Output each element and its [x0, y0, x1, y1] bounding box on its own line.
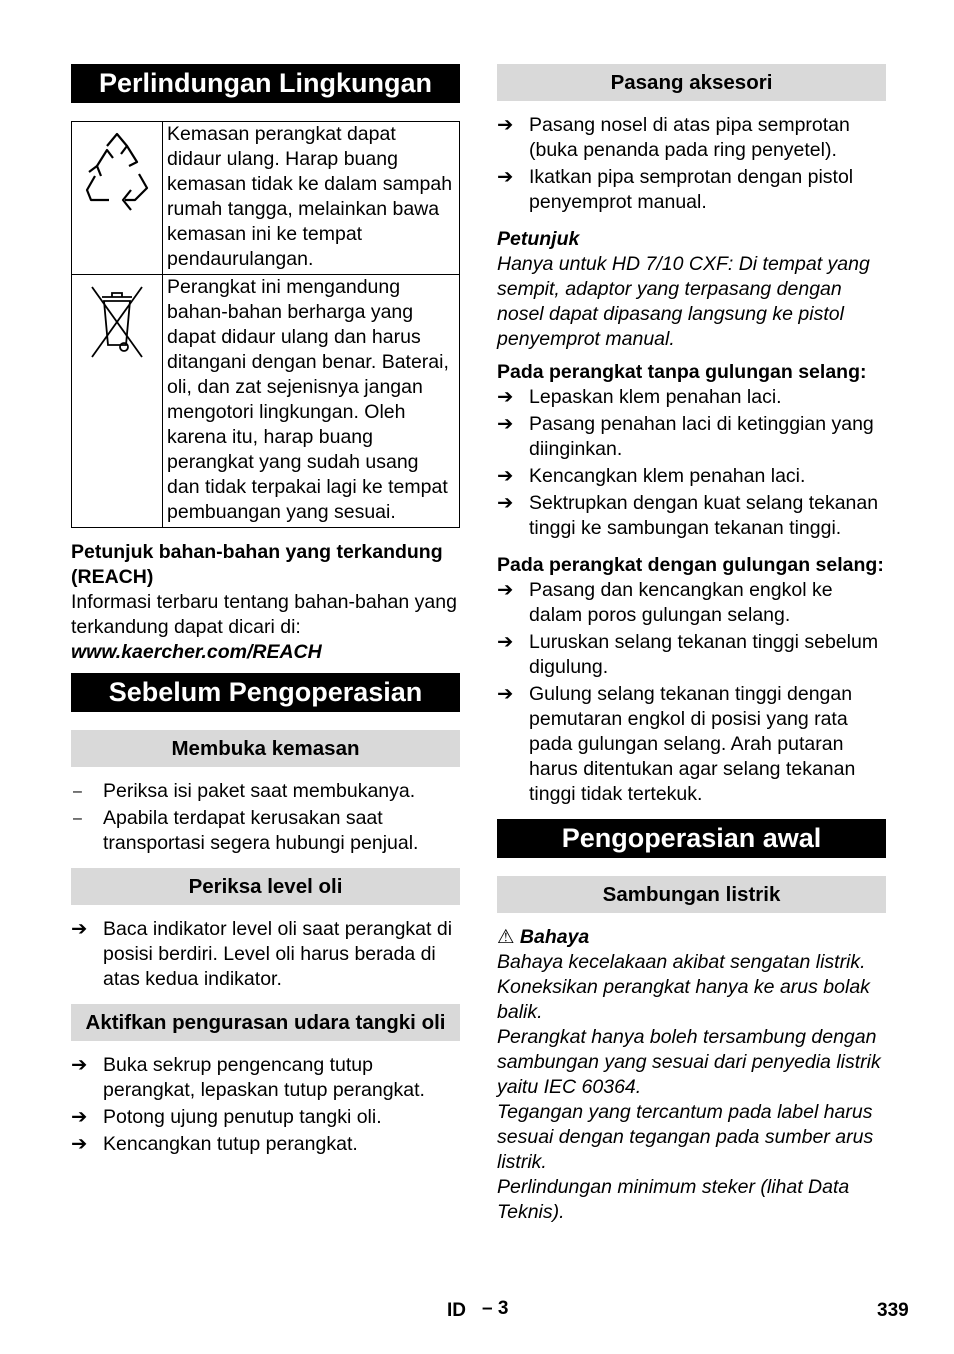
list-item: – Periksa isi paket saat membukanya. [73, 780, 416, 802]
no-reel-heading: Pada perangkat tanpa gulungan selang: [497, 361, 867, 383]
oil-list [71, 917, 460, 992]
list-item: ➔ Gulung selang tekanan tinggi dengan pemutaran engkol di posisi yang rata pada gulungan selang. Arah putaran harus ditentukan agar selang tekanan tinggi tidak tertekuk. [497, 683, 856, 805]
left-column [71, 64, 460, 1169]
arrow-right-icon: ➔ [71, 918, 88, 940]
env-row-bin [72, 275, 460, 528]
danger-line: Bahaya kecelakaan akibat sengatan listrik. [497, 951, 866, 973]
arrow-right-icon: ➔ [71, 1133, 88, 1155]
env-row-bin-text: Perangkat ini mengandung bahan-bahan berharga yang dapat didaur ulang dan harus ditangani dengan benar. Baterai, oli, dan zat sejenisnya jangan mengotori lingkungan. Oleh karena itu, harap buang perangkat yang sudah usang dan tidak terpakai lagi ke tempat pembuangan yang sesuai. [163, 275, 460, 528]
footer-local-page: – 3 [482, 1298, 509, 1319]
arrow-right-icon: ➔ [497, 631, 514, 653]
danger-label-row [497, 925, 886, 950]
reach-heading: Petunjuk bahan-bahan yang terkandung (REACH) [71, 541, 443, 588]
list-item: ➔ Pasang dan kencangkan engkol ke dalam poros gulungan selang. [497, 579, 833, 626]
arrow-right-icon: ➔ [497, 492, 514, 514]
reel-list [497, 578, 886, 807]
list-item: ➔ Baca indikator level oli saat perangkat di posisi berdiri. Level oli harus berada di atas kedua indikator. [71, 918, 453, 990]
env-row-recycle-text: Kemasan perangkat dapat didaur ulang. Harap buang kemasan tidak ke dalam sampah rumah tangga, melainkan bawa kemasan ini ke tempat pendaurulangan. [163, 122, 460, 275]
oil-level-heading: Periksa level oli [71, 868, 460, 905]
arrow-right-icon: ➔ [497, 579, 514, 601]
accessory-list [497, 113, 886, 215]
footer-page-number: 339 [877, 1300, 909, 1321]
list-item: ➔ Kencangkan klem penahan laci. [497, 465, 806, 487]
arrow-right-icon: ➔ [497, 683, 514, 705]
dash-bullet-icon: – [73, 783, 82, 800]
recycle-icon [79, 128, 155, 218]
note-text: Hanya untuk HD 7/10 CXF: Di tempat yang sempit, adaptor yang terpasang dengan nosel dapat dipasang langsung ke pistol penyemprot manual. [497, 253, 870, 350]
list-item: – Apabila terdapat kerusakan saat transportasi segera hubungi penjual. [73, 807, 419, 854]
no-reel-list [497, 385, 886, 541]
arrow-right-icon: ➔ [497, 114, 514, 136]
arrow-right-icon: ➔ [71, 1106, 88, 1128]
list-item: ➔ Kencangkan tutup perangkat. [71, 1133, 358, 1155]
vent-heading: Aktifkan pengurasan udara tangki oli [71, 1004, 460, 1041]
before-operation-heading: Sebelum Pengoperasian [71, 673, 460, 712]
arrow-right-icon: ➔ [497, 413, 514, 435]
bin-icon-cell [72, 275, 163, 528]
unpack-list [71, 779, 460, 856]
list-item: ➔ Ikatkan pipa semprotan dengan pistol penyemprot manual. [497, 166, 854, 213]
power-connection-heading: Sambungan listrik [497, 876, 886, 913]
env-row-recycle [72, 122, 460, 275]
dash-bullet-icon: – [73, 810, 82, 827]
danger-line: Koneksikan perangkat hanya ke arus bolak balik. [497, 976, 870, 1023]
crossed-bin-icon [82, 281, 152, 361]
arrow-right-icon: ➔ [71, 1054, 88, 1076]
danger-line: Tegangan yang tercantum pada label harus sesuai dengan tegangan pada sumber arus listrik. [497, 1101, 874, 1173]
arrow-right-icon: ➔ [497, 166, 514, 188]
recycle-icon-cell [72, 122, 163, 275]
startup-heading: Pengoperasian awal [497, 819, 886, 858]
list-item: ➔ Luruskan selang tekanan tinggi sebelum digulung. [497, 631, 879, 678]
list-item: ➔ Buka sekrup pengencang tutup perangkat, lepaskan tutup perangkat. [71, 1054, 425, 1101]
arrow-right-icon: ➔ [497, 386, 514, 408]
arrow-right-icon: ➔ [497, 465, 514, 487]
danger-line: Perlindungan minimum steker (lihat Data Teknis). [497, 1176, 850, 1223]
reel-heading: Pada perangkat dengan gulungan selang: [497, 554, 884, 576]
right-column [497, 64, 886, 1225]
unpack-heading: Membuka kemasan [71, 730, 460, 767]
footer-language: ID [447, 1300, 466, 1321]
danger-label: Bahaya [519, 926, 590, 948]
env-heading: Perlindungan Lingkungan [71, 64, 460, 103]
list-item: ➔ Pasang penahan laci di ketinggian yang diinginkan. [497, 413, 874, 460]
warning-triangle-icon: ⚠ [497, 926, 515, 948]
accessory-heading: Pasang aksesori [497, 64, 886, 101]
env-table [71, 121, 460, 528]
vent-list [71, 1053, 460, 1157]
list-item: ➔ Potong ujung penutup tangki oli. [71, 1106, 382, 1128]
list-item: ➔ Sektrupkan dengan kuat selang tekanan tinggi ke sambungan tekanan tinggi. [497, 492, 879, 539]
danger-line: Perangkat hanya boleh tersambung dengan sambungan yang sesuai dari penyedia listrik yaitu IEC 60364. [497, 1026, 881, 1098]
list-item: ➔ Lepaskan klem penahan laci. [497, 386, 782, 408]
list-item: ➔ Pasang nosel di atas pipa semprotan (buka penanda pada ring penyetel). [497, 114, 850, 161]
note-label: Petunjuk [497, 228, 580, 250]
reach-text: Informasi terbaru tentang bahan-bahan yang terkandung dapat dicari di: [71, 591, 457, 638]
reach-link[interactable]: www.kaercher.com/REACH [71, 641, 322, 663]
